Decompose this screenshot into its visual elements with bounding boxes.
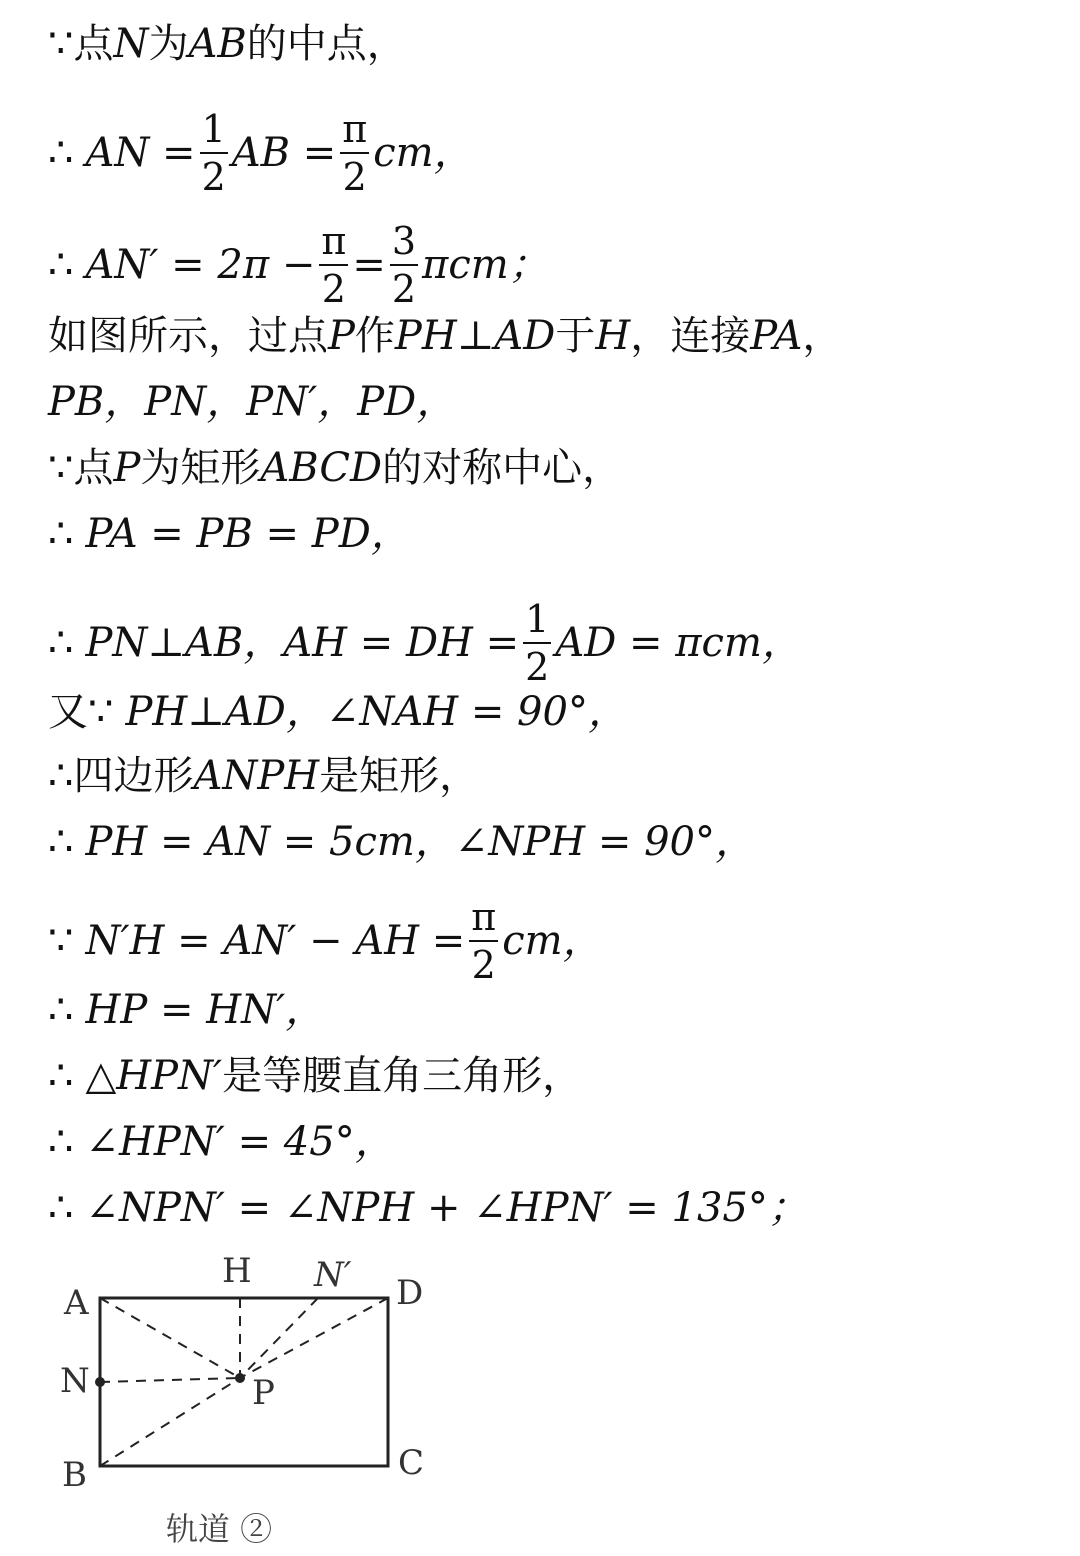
segment-PA [100, 1298, 240, 1378]
track-figure [48, 1248, 468, 1552]
text: 作 [354, 313, 395, 359]
therefore-symbol: ∴ [48, 130, 74, 176]
expr: AN = [85, 130, 196, 176]
expr: PN⊥AB，AH = DH = [85, 620, 520, 666]
label-D: D [396, 1273, 424, 1313]
var-ANPH: ANPH [193, 753, 320, 799]
denominator: 2 [201, 155, 226, 199]
expr: PH = AN = 5cm，∠NPH = 90°， [85, 819, 755, 865]
expr: PH⊥AD，∠NAH = 90°， [125, 689, 628, 735]
expr: cm， [373, 130, 474, 176]
line-5 [48, 378, 456, 426]
fraction-bar [200, 152, 228, 154]
because-symbol: ∵ [48, 918, 74, 964]
therefore-symbol: ∴ [48, 1053, 74, 1099]
line-14 [48, 1052, 582, 1100]
rectangle-ABCD [100, 1298, 388, 1466]
label-P: P [252, 1373, 275, 1413]
numerator: 1 [525, 597, 550, 641]
line-10 [48, 752, 479, 800]
denominator: 2 [391, 267, 417, 311]
fraction-bar [523, 642, 551, 644]
text: 点 [73, 21, 114, 67]
text: 是等腰直角三角形， [222, 1053, 583, 1099]
label-N: N [60, 1361, 90, 1401]
triangle-symbol: △ [85, 1053, 117, 1099]
text: 于 [555, 313, 596, 359]
text: 如图所示，过点 [48, 313, 328, 359]
numerator: π [471, 895, 497, 939]
segment-PN-prime [240, 1298, 318, 1378]
var-HPN: HPN′ [116, 1053, 223, 1099]
label-B: B [62, 1455, 87, 1495]
var-ABCD: ABCD [260, 445, 383, 491]
text: ，连接 [630, 313, 751, 359]
line-7 [48, 510, 411, 558]
line-11 [48, 818, 755, 866]
text: 为 [148, 21, 189, 67]
var-AB: AB [188, 21, 247, 67]
point-N [95, 1377, 105, 1387]
denominator: 2 [525, 645, 550, 689]
text: 的对称中心， [382, 445, 623, 491]
line-1 [48, 20, 407, 68]
expr: PB，PN，PN′，PD， [48, 379, 457, 425]
expr: AB = [231, 130, 337, 176]
line-12 [48, 895, 603, 987]
numerator: 1 [201, 107, 226, 151]
fraction-bar [319, 264, 348, 266]
line-6 [48, 444, 622, 492]
therefore-symbol: ∴ [48, 987, 74, 1033]
denominator: 2 [342, 155, 367, 199]
expr: ∠NPN′ = ∠NPH + ∠HPN′ = 135°； [85, 1185, 808, 1231]
text: 为矩形 [140, 445, 261, 491]
segment-PN [100, 1378, 240, 1382]
var-N: N [113, 21, 149, 67]
var-PA: PA [750, 313, 803, 359]
perp-symbol: ⊥ [456, 313, 495, 359]
text: 点 [73, 445, 114, 491]
expr: AD = πcm， [555, 620, 802, 666]
fraction [319, 219, 348, 311]
figure-caption: 轨道 ② [166, 1510, 273, 1548]
var-H: H [595, 313, 631, 359]
text: 是矩形， [319, 753, 480, 799]
segment-PD [240, 1298, 388, 1378]
fraction-bar [390, 264, 418, 266]
point-P [235, 1373, 245, 1383]
line-13 [48, 986, 325, 1034]
line-16 [48, 1184, 808, 1232]
therefore-symbol: ∴ [48, 1119, 74, 1165]
fraction [200, 107, 228, 199]
line-15 [48, 1118, 395, 1166]
label-C: C [398, 1443, 425, 1483]
line-9 [48, 688, 628, 736]
line-3 [48, 219, 549, 311]
segment-PB [100, 1378, 240, 1466]
fraction-bar [340, 152, 369, 154]
expr: = [352, 242, 386, 288]
text: ， [802, 313, 843, 359]
because-symbol: ∵ [48, 21, 74, 67]
var-P: P [328, 313, 355, 359]
fraction-bar [469, 940, 498, 942]
var-PH: PH [394, 313, 457, 359]
expr: N′H = AN′ − AH = [85, 918, 466, 964]
denominator: 2 [321, 267, 346, 311]
expr: ∠HPN′ = 45°， [85, 1119, 395, 1165]
because-symbol: ∵ [48, 445, 74, 491]
therefore-symbol: ∴ [48, 1185, 74, 1231]
line-2 [48, 107, 474, 199]
therefore-symbol: ∴ [48, 242, 74, 288]
therefore-symbol: ∴ [48, 511, 74, 557]
therefore-symbol: ∴ [48, 620, 74, 666]
numerator: π [342, 107, 368, 151]
expr: cm， [502, 918, 603, 964]
denominator: 2 [471, 943, 496, 987]
therefore-symbol: ∴ [48, 753, 74, 799]
expr: HP = HN′， [85, 987, 326, 1033]
line-4 [48, 312, 842, 360]
text: 的中点， [246, 21, 407, 67]
text: 四边形 [73, 753, 194, 799]
therefore-symbol: ∴ [48, 819, 74, 865]
fraction [523, 597, 551, 689]
because-symbol: ∵ [88, 689, 114, 735]
var-P: P [113, 445, 141, 491]
expr: AN′ = 2π − [85, 242, 316, 288]
label-N-prime: N′ [314, 1255, 352, 1295]
fraction [469, 895, 498, 987]
numerator: π [321, 219, 347, 263]
line-8 [48, 597, 802, 689]
var-AD: AD [494, 313, 556, 359]
expr: PA = PB = PD， [85, 511, 411, 557]
expr: πcm； [422, 242, 549, 288]
text: 又 [48, 689, 88, 735]
rectangle-diagram [48, 1248, 468, 1552]
fraction [340, 107, 369, 199]
label-H: H [222, 1251, 252, 1291]
numerator: 3 [391, 219, 417, 263]
fraction [390, 219, 418, 311]
label-A: A [64, 1283, 89, 1323]
